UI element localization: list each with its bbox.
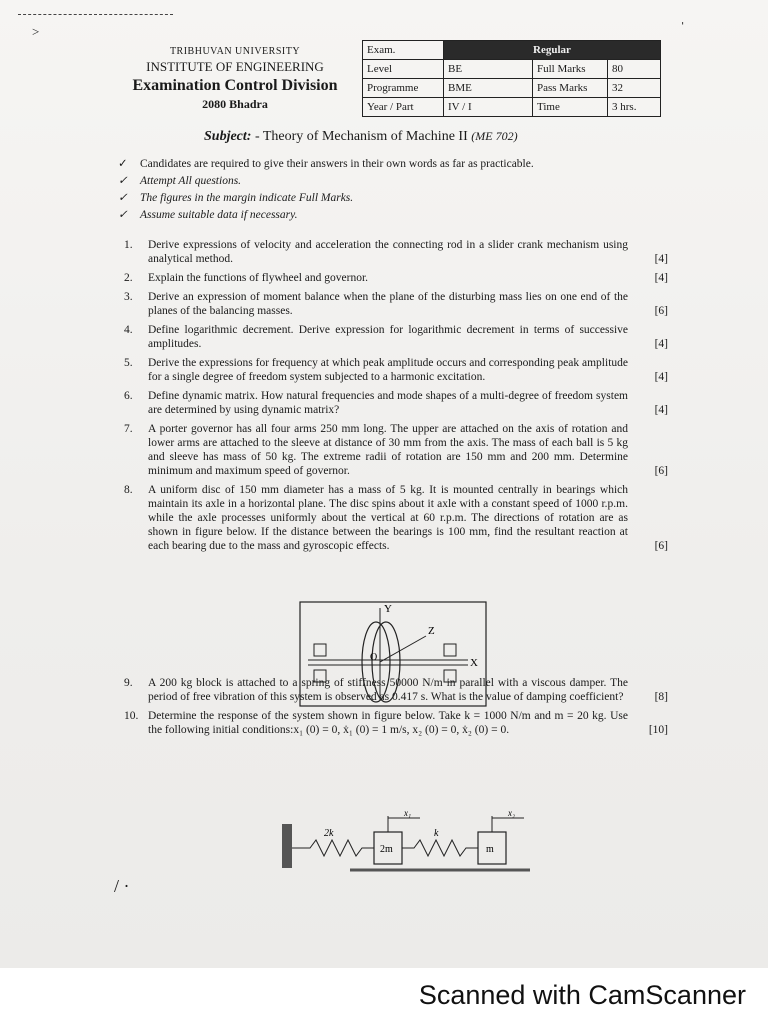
programme-label: Programme — [363, 79, 444, 98]
question-text: Determine the response of the system shown in figure below. Take k = 1000 N/m and m = 20 kg. Use the following initial conditions:x₁ (0) = 0, ẋ₁ (0) = 1 m/s, x₂ (0) = 0, ẋ₂ (0) = 0. — [148, 710, 628, 736]
exam-info-table — [362, 40, 661, 117]
question-text: Define dynamic matrix. How natural frequencies and mode shapes of a multi-degree of freedom system are determined by using dynamic matrix? — [148, 390, 628, 416]
scanner-footer — [0, 968, 768, 1024]
gyroscope-figure — [298, 600, 488, 710]
bearing-right-bottom — [444, 670, 456, 682]
question-text: A uniform disc of 150 mm diameter has a mass of 5 kg. It is mounted centrally in bearings which maintain its axle in a horizontal plane. The disc spins about it axle with a constant speed of 1000 r.p.m. while the axle processes uniformly about the vertical at 60 r.p.m. The directions of rotation are as shown in figure below. If the distance between the bearings is 100 mm, find the resultant reaction at each bearing due to the mass and gyroscopic effects. — [148, 484, 628, 552]
exam-session: 2080 Bhadra — [202, 97, 268, 111]
origin-label: O — [370, 652, 378, 663]
question-marks: [6] — [654, 305, 668, 317]
displacement-label: x₁ — [404, 808, 412, 818]
question-marks: [4] — [654, 338, 668, 350]
question-number: 3. — [124, 291, 133, 303]
question-marks: [4] — [654, 371, 668, 383]
subject-label: Subject: — [204, 129, 252, 144]
question-marks: [6] — [654, 465, 668, 477]
question-number: 2. — [124, 272, 133, 284]
question-text: Derive the expressions for frequency at which peak amplitude occurs and corresponding peak amplitude for a single degree of freedom system subjected to a harmonic excitation. — [148, 357, 628, 383]
question-number: 5. — [124, 357, 133, 369]
question-5 — [124, 356, 676, 384]
question-6 — [124, 389, 676, 417]
question-1 — [124, 238, 676, 266]
instruction-text: Attempt All questions. — [140, 175, 242, 187]
bearing-right-top — [444, 644, 456, 656]
table-row — [363, 60, 661, 79]
mass-label: 2m — [380, 844, 393, 855]
spring-shape — [292, 840, 374, 856]
year-part-label: Year / Part — [363, 98, 444, 117]
question-text: A 200 kg block is attached to a spring of stiffness 50000 N/m in parallel with a viscous damper. The period of free vibration of this system is observed as 0.417 s. What is the value of damping coefficient? — [148, 677, 628, 703]
question-3 — [124, 290, 676, 318]
question-marks: [10] — [648, 724, 668, 736]
question-number: 6. — [124, 390, 133, 402]
question-number: 9. — [124, 677, 133, 689]
table-row — [363, 79, 661, 98]
instruction-item — [118, 190, 534, 207]
bearing-left-top — [314, 644, 326, 656]
stray-arrow-mark: > — [32, 24, 40, 39]
instruction-text: Assume suitable data if necessary. — [140, 209, 298, 221]
division-name: Examination Control Division — [132, 77, 338, 94]
question-4 — [124, 323, 676, 351]
axis-label-z: Z — [428, 625, 435, 637]
spring-shape — [402, 840, 478, 856]
instruction-text: Candidates are required to give their answers in their own words as far as practicable. — [140, 158, 534, 170]
question-2 — [124, 271, 676, 285]
question-text: Explain the functions of flywheel and governor. — [148, 272, 369, 284]
time-label: Time — [533, 98, 608, 117]
question-marks: [8] — [654, 691, 668, 703]
spring-label: 2k — [324, 828, 334, 839]
subject-title: - Theory of Mechanism of Machine II — [254, 129, 468, 144]
time-value: 3 hrs. — [608, 98, 661, 117]
question-text: A porter governor has all four arms 250 mm long. The upper are attached on the axis of rotation and lower arms are attached to the sleeve at distance of 30 mm from the axis. The mass of each ball is 5 kg and sleeve has mass of 50 kg. The extreme radii of rotation are 150 mm and 200 mm. Determine minimum and maximum speed of governor. — [148, 423, 628, 477]
subject-code: (ME 702) — [471, 129, 518, 143]
figure-frame — [300, 602, 486, 706]
question-number: 4. — [124, 324, 133, 336]
question-marks: [6] — [654, 540, 668, 552]
instruction-item — [118, 207, 534, 224]
year-part-value: IV / I — [444, 98, 533, 117]
scanner-watermark: Scanned with CamScanner — [418, 980, 746, 1010]
checkmark-icon: ✓ — [118, 158, 128, 170]
table-row — [363, 41, 661, 60]
table-row — [363, 98, 661, 117]
checkmark-icon: ✓ — [118, 175, 128, 187]
instruction-text: The figures in the margin indicate Full Marks. — [140, 192, 354, 204]
full-marks-value: 80 — [608, 60, 661, 79]
question-text: Derive expressions of velocity and acceleration the connecting rod in a slider crank mechanism using analytical method. — [148, 239, 628, 265]
instruction-item — [118, 156, 534, 173]
axis-label-x: X — [470, 657, 478, 669]
stray-mark-top — [18, 14, 173, 15]
programme-value: BME — [444, 79, 533, 98]
question-marks: [4] — [654, 404, 668, 416]
checkmark-icon: ✓ — [118, 192, 128, 204]
fixed-wall — [282, 824, 292, 868]
question-text: Define logarithmic decrement. Derive expression for logarithmic decrement in terms of successive amplitudes. — [148, 324, 628, 350]
z-axis — [380, 636, 426, 662]
institute-name: INSTITUTE OF ENGINEERING — [146, 59, 324, 74]
exam-type: Regular — [444, 41, 661, 60]
full-marks-label: Full Marks — [533, 60, 608, 79]
bearing-left-bottom — [314, 670, 326, 682]
question-text: Derive an expression of moment balance when the plane of the disturbing mass lies on one end of the planes of the balancing masses. — [148, 291, 628, 317]
question-number: 8. — [124, 484, 133, 496]
question-number: 10. — [124, 710, 139, 722]
question-8 — [124, 483, 676, 553]
axis-label-y: Y — [384, 603, 392, 615]
exam-header — [110, 46, 360, 112]
exam-label: Exam. — [363, 41, 444, 60]
university-name: TRIBHUVAN UNIVERSITY — [169, 46, 301, 57]
checkmark-icon: ✓ — [118, 209, 128, 221]
displacement-label: x₂ — [508, 808, 516, 818]
question-marks: [4] — [654, 272, 668, 284]
question-number: 1. — [124, 239, 133, 251]
instruction-item — [118, 173, 534, 190]
stray-mark-bottom: / · — [114, 876, 130, 896]
pass-marks-value: 32 — [608, 79, 661, 98]
mass-label: m — [486, 844, 494, 855]
question-marks: [4] — [654, 253, 668, 265]
level-value: BE — [444, 60, 533, 79]
spring-mass-figure — [280, 808, 532, 878]
question-7 — [124, 422, 676, 478]
question-10 — [124, 709, 676, 737]
pass-marks-label: Pass Marks — [533, 79, 608, 98]
spring-label: k — [434, 828, 439, 839]
stray-tick-mark: ˈ — [680, 20, 686, 37]
instructions-list — [118, 156, 534, 224]
level-label: Level — [363, 60, 444, 79]
question-number: 7. — [124, 423, 133, 435]
subject-line — [204, 129, 518, 145]
